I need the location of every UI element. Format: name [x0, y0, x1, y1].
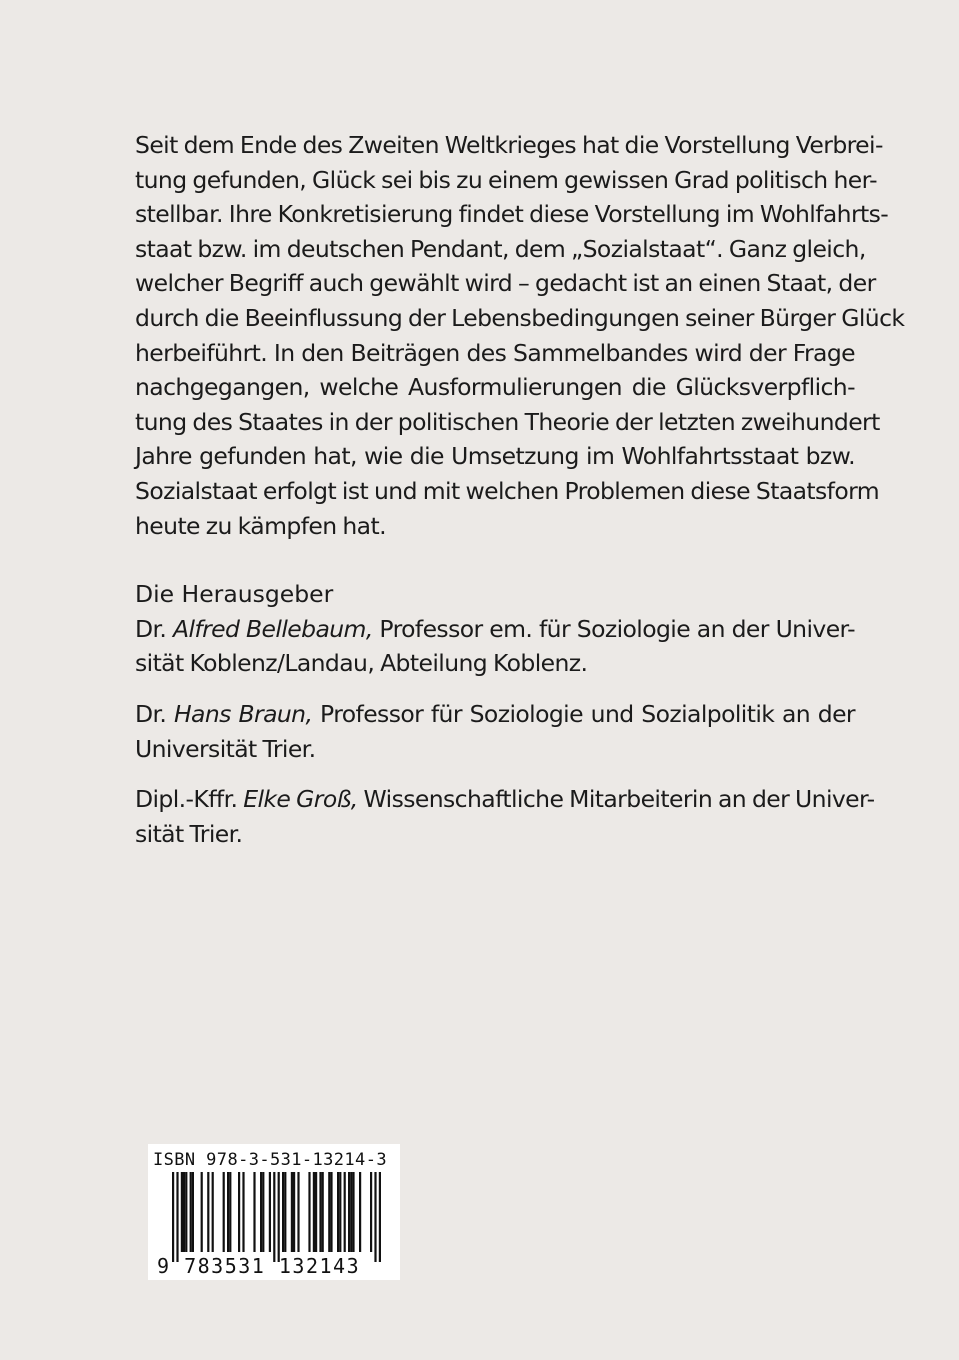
barcode-bar: [315, 1172, 317, 1252]
barcode-bar: [344, 1172, 346, 1252]
blurb-line: nachgegangen, welche Ausformulierungen die Glücksverpflich-: [135, 373, 855, 402]
ean-digits: 9 783531 132143: [157, 1254, 361, 1278]
editor-name: Elke Groß,: [243, 785, 358, 814]
barcode-bar: [282, 1172, 284, 1252]
editor-desc: Professor em. für Soziologie an der Univer-: [379, 614, 855, 643]
editor-desc: Wissenschaftliche Mitarbeiterin an der Univer-: [363, 785, 875, 814]
barcode-bar: [262, 1172, 264, 1252]
barcode-bar: [223, 1172, 225, 1252]
blurb-line: Sozialstaat erfolgt ist und mit welchen Problemen diese Staatsform: [135, 476, 880, 505]
barcode-bar: [176, 1172, 178, 1262]
barcode-bar: [352, 1172, 354, 1252]
barcode-bar: [192, 1172, 194, 1252]
barcode-bar: [348, 1172, 350, 1252]
barcode-bar: [181, 1172, 183, 1252]
barcode-bar: [183, 1172, 185, 1252]
editor-desc: sität Koblenz/Landau, Abteilung Koblenz.: [135, 649, 588, 678]
barcode-bar: [359, 1172, 361, 1252]
editor-desc: sität Trier.: [135, 819, 243, 848]
barcode-bar: [207, 1172, 209, 1252]
barcode-bar: [297, 1172, 299, 1252]
barcode-bar: [313, 1172, 315, 1252]
editors-section: [135, 577, 875, 851]
barcode-bar: [370, 1172, 372, 1252]
editors-heading: Die Herausgeber: [135, 580, 334, 609]
barcode-bar: [293, 1172, 295, 1252]
barcode-bar: [253, 1172, 255, 1252]
barcode-bar: [308, 1172, 310, 1252]
blurb-line: herbeiführt. In den Beiträgen des Sammelbandes wird der Frage: [135, 338, 855, 367]
barcode-bar: [242, 1172, 244, 1252]
barcode-bar: [337, 1172, 339, 1252]
isbn-barcode: [148, 1144, 400, 1280]
barcode-bar: [190, 1172, 192, 1252]
blurb-line: tung gefunden, Glück sei bis zu einem gewissen Grad politisch her-: [135, 165, 878, 194]
barcode-bar: [260, 1172, 262, 1252]
barcode-bar: [328, 1172, 330, 1252]
barcode-bar: [330, 1172, 332, 1252]
editor-name: Alfred Bellebaum,: [173, 614, 373, 643]
editor-title: Dr.: [135, 614, 167, 643]
barcode-bar: [291, 1172, 293, 1252]
barcode-bar: [269, 1172, 271, 1252]
isbn-label: ISBN 978-3-531-13214-3: [153, 1150, 387, 1170]
barcode-bar: [238, 1172, 240, 1252]
blurb-line: welcher Begriff auch gewählt wird – gedacht ist an einen Staat, der: [135, 269, 876, 298]
barcode-bar: [172, 1172, 174, 1262]
back-cover-text: [135, 128, 905, 851]
barcode-bar: [227, 1172, 229, 1252]
barcode-bar: [273, 1172, 275, 1262]
editor-line: [135, 612, 855, 647]
editor-line: [135, 697, 855, 732]
barcode-bar: [185, 1172, 187, 1252]
barcode-bar: [201, 1172, 203, 1252]
barcode-bar: [212, 1172, 214, 1252]
barcode-bar: [278, 1172, 280, 1262]
blurb: [135, 128, 905, 543]
editor-gross: [135, 782, 875, 851]
blurb-line: heute zu kämpfen hat.: [135, 511, 386, 540]
barcode-bar: [379, 1172, 381, 1262]
barcode-bar: [374, 1172, 376, 1262]
barcode-bar: [322, 1172, 324, 1252]
editor-name: Hans Braun,: [173, 699, 313, 728]
barcode-bar: [319, 1172, 321, 1252]
editor-bellebaum: [135, 612, 855, 681]
barcode-bar: [229, 1172, 231, 1252]
blurb-line: staat bzw. im deutschen Pendant, dem „Sozialstaat“. Ganz gleich,: [135, 234, 866, 263]
blurb-line: durch die Beeinflussung der Lebensbedingungen seiner Bürger Glück: [135, 303, 905, 332]
editor-line: [135, 782, 875, 817]
editor-braun: [135, 697, 855, 766]
blurb-line: Seit dem Ende des Zweiten Weltkrieges hat die Vorstellung Verbrei-: [135, 131, 883, 159]
editor-desc: Universität Trier.: [135, 734, 316, 763]
blurb-line: tung des Staates in der politischen Theorie der letzten zweihundert: [135, 407, 880, 436]
editor-desc: Professor für Soziologie und Sozialpolitik an der: [320, 699, 855, 728]
blurb-line: stellbar. Ihre Konkretisierung findet diese Vorstellung im Wohlfahrts-: [135, 200, 889, 229]
barcode-bar: [350, 1172, 352, 1252]
editor-title: Dr.: [135, 699, 167, 728]
editor-title: Dipl.-Kffr.: [135, 785, 238, 814]
barcode-bar: [284, 1172, 286, 1252]
blurb-line: Jahre gefunden hat, wie die Umsetzung im Wohlfahrtsstaat bzw.: [135, 442, 855, 471]
barcode-bar: [339, 1172, 341, 1252]
